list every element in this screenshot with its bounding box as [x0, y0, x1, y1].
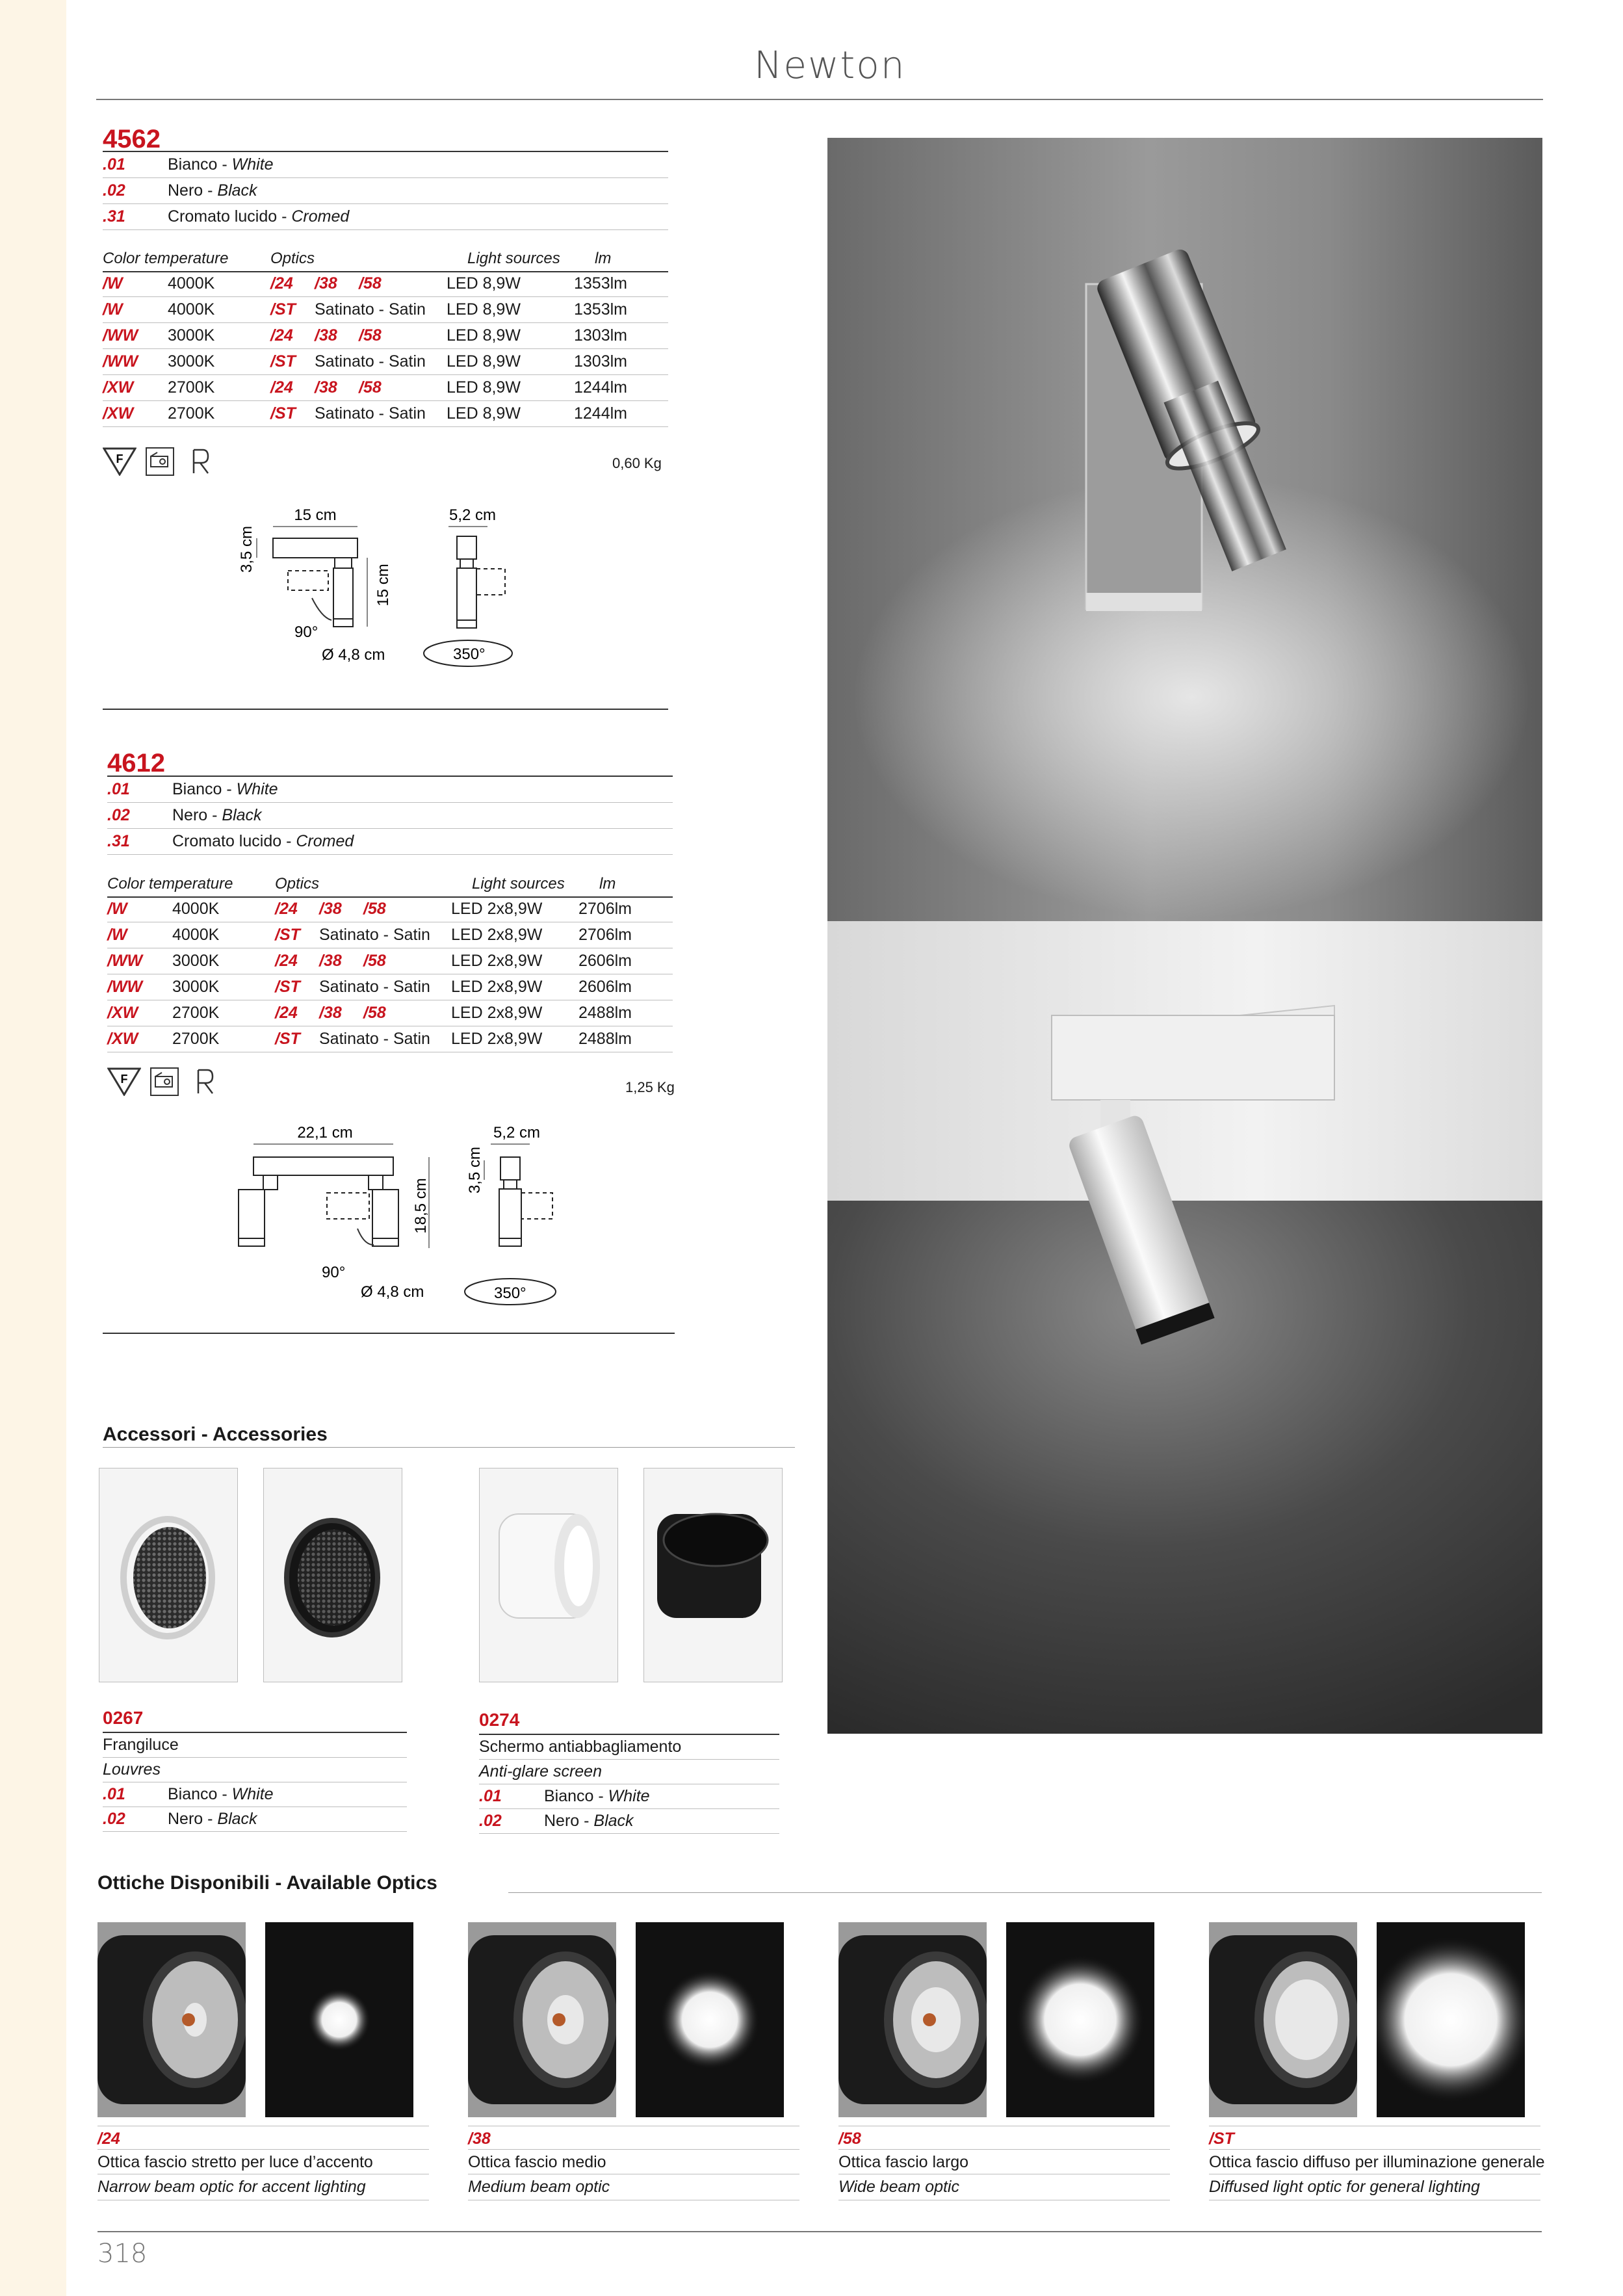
optic-code: /24	[97, 2130, 120, 2148]
rotation-icon	[188, 1067, 222, 1096]
optic-rule	[97, 2149, 429, 2150]
variant-row: /WW 3000K /ST Satinato - Satin LED 2x8,9W 2606lm	[107, 974, 673, 1000]
optic-rule	[468, 2149, 799, 2150]
optic-name-it: Ottica fascio stretto per luce d’accento	[97, 2153, 373, 2171]
variant-row: /W 4000K /ST Satinato - Satin LED 8,9W 1353lm	[103, 297, 668, 323]
optic-lens-image	[1209, 1922, 1357, 2117]
optic-name-en: Diffused light optic for general lighting	[1209, 2178, 1480, 2196]
louvre-white-image	[99, 1468, 238, 1682]
header-lm: lm	[595, 250, 612, 267]
finish-row: .01 Bianco - White	[103, 151, 668, 178]
svg-text:F: F	[120, 1073, 128, 1086]
svg-text:22,1 cm: 22,1 cm	[297, 1124, 353, 1141]
dimension-drawing	[237, 501, 536, 673]
svg-text:5,2 cm: 5,2 cm	[448, 506, 497, 524]
variant-row: /WW 3000K /ST Satinato - Satin LED 8,9W 1303lm	[103, 349, 668, 375]
variant-row: /WW 3000K /24 /38 /58 LED 8,9W 1303lm	[103, 323, 668, 349]
header-light-sources: Light sources	[472, 875, 565, 893]
finish-row: .02 Nero - Black	[107, 803, 673, 829]
svg-text:5,2 cm: 5,2 cm	[493, 1124, 541, 1141]
variant-table	[107, 871, 673, 898]
svg-text:Ø 4,8 cm: Ø 4,8 cm	[361, 1283, 424, 1301]
variant-row: /W 4000K /ST Satinato - Satin LED 2x8,9W 2706lm	[107, 922, 673, 948]
optic-name-en: Narrow beam optic for accent lighting	[97, 2178, 366, 2196]
optic-name-en: Wide beam optic	[838, 2178, 959, 2196]
dimension-drawing	[231, 1121, 595, 1307]
svg-text:350°: 350°	[494, 1285, 526, 1302]
driver-included-icon	[150, 1067, 179, 1096]
optic-code: /58	[838, 2130, 861, 2148]
certification-icons	[103, 447, 217, 476]
variant-row: /W 4000K /24 /38 /58 LED 8,9W 1353lm	[103, 271, 668, 297]
header-lm: lm	[599, 875, 616, 893]
svg-text:15 cm: 15 cm	[294, 506, 337, 524]
optics-title: Ottiche Disponibili - Available Optics	[97, 1872, 437, 1894]
optic-beam-image	[636, 1922, 784, 2117]
accessory-table: Schermo antiabbagliamento Anti-glare screen .01 Bianco - White .02 Nero - Black	[479, 1734, 779, 1834]
variant-row: /XW 2700K /24 /38 /58 LED 2x8,9W 2488lm	[107, 1000, 673, 1026]
optic-name-it: Ottica fascio largo	[838, 2153, 969, 2171]
footer-rule	[97, 2231, 1542, 2232]
svg-text:90°: 90°	[322, 1264, 346, 1281]
variant-header: Color temperature Optics	[107, 871, 673, 897]
optic-lens-image	[468, 1922, 616, 2117]
optic-lens-image	[838, 1922, 987, 2117]
variant-row: /W 4000K /24 /38 /58 LED 2x8,9W 2706lm	[107, 896, 673, 922]
svg-text:90°: 90°	[294, 623, 318, 641]
wall-lamp-photo	[827, 138, 1542, 921]
variant-table	[103, 246, 668, 272]
svg-text:3,5 cm: 3,5 cm	[466, 1146, 484, 1194]
svg-text:3,5 cm: 3,5 cm	[238, 525, 255, 573]
finish-row: .31 Cromato lucido - Cromed	[107, 829, 673, 855]
antiglare-black-image	[643, 1468, 783, 1682]
brand-title: Newton	[754, 43, 906, 87]
variant-row: /XW 2700K /ST Satinato - Satin LED 8,9W 1244lm	[103, 401, 668, 427]
driver-included-icon	[146, 447, 174, 476]
svg-text:15 cm: 15 cm	[374, 564, 392, 607]
optic-name-en: Medium beam optic	[468, 2178, 610, 2196]
finish-row: .01 Bianco - White	[107, 776, 673, 803]
f-mark-icon	[107, 1067, 141, 1096]
certification-icons	[107, 1067, 222, 1096]
weight: 1,25 Kg	[625, 1079, 675, 1095]
optic-code: /ST	[1209, 2130, 1234, 2148]
product-code: 4562	[103, 125, 161, 153]
svg-text:F: F	[116, 452, 123, 465]
section-rule	[103, 1333, 675, 1334]
accessory-table: Frangiluce Louvres .01 Bianco - White .02 Nero - Black	[103, 1732, 407, 1832]
page-margin-strip	[0, 0, 66, 2296]
optic-lens-image	[97, 1922, 246, 2117]
header-light-sources: Light sources	[467, 250, 560, 267]
f-mark-icon	[103, 447, 136, 476]
svg-text:Ø 4,8 cm: Ø 4,8 cm	[322, 646, 385, 664]
rotation-icon	[183, 447, 217, 476]
variant-rows	[103, 271, 668, 427]
finish-row: .31 Cromato lucido - Cromed	[103, 204, 668, 230]
variant-row: /WW 3000K /24 /38 /58 LED 2x8,9W 2606lm	[107, 948, 673, 974]
finish-table	[103, 151, 668, 230]
optic-rule	[838, 2149, 1170, 2150]
optic-beam-image	[1377, 1922, 1525, 2117]
weight: 0,60 Kg	[612, 455, 662, 471]
ceiling-lamp-photo	[827, 921, 1542, 1734]
optic-rule	[1209, 2149, 1540, 2150]
accessory-code: 0267	[103, 1708, 144, 1728]
page-number: 318	[97, 2239, 148, 2269]
antiglare-white-image	[479, 1468, 618, 1682]
accessories-rule	[103, 1447, 795, 1448]
louvre-black-image	[263, 1468, 402, 1682]
optic-code: /38	[468, 2130, 491, 2148]
finish-row: .02 Nero - Black	[103, 178, 668, 204]
svg-text:350°: 350°	[453, 646, 486, 663]
finish-table	[107, 776, 673, 855]
optic-beam-image	[1006, 1922, 1154, 2117]
product-code: 4612	[107, 749, 165, 777]
section-rule	[103, 709, 668, 710]
variant-header: Color temperature Optics	[103, 246, 668, 272]
variant-row: /XW 2700K /ST Satinato - Satin LED 2x8,9W 2488lm	[107, 1026, 673, 1052]
variant-row: /XW 2700K /24 /38 /58 LED 8,9W 1244lm	[103, 375, 668, 401]
svg-text:18,5 cm: 18,5 cm	[412, 1178, 430, 1234]
accessory-code: 0274	[479, 1710, 520, 1730]
optics-rule	[508, 1892, 1542, 1893]
header-rule	[96, 99, 1543, 100]
optic-name-it: Ottica fascio medio	[468, 2153, 606, 2171]
accessories-title: Accessori - Accessories	[103, 1424, 328, 1445]
optic-beam-image	[265, 1922, 413, 2117]
optic-name-it: Ottica fascio diffuso per illuminazione generale	[1209, 2153, 1545, 2171]
variant-rows	[107, 896, 673, 1052]
